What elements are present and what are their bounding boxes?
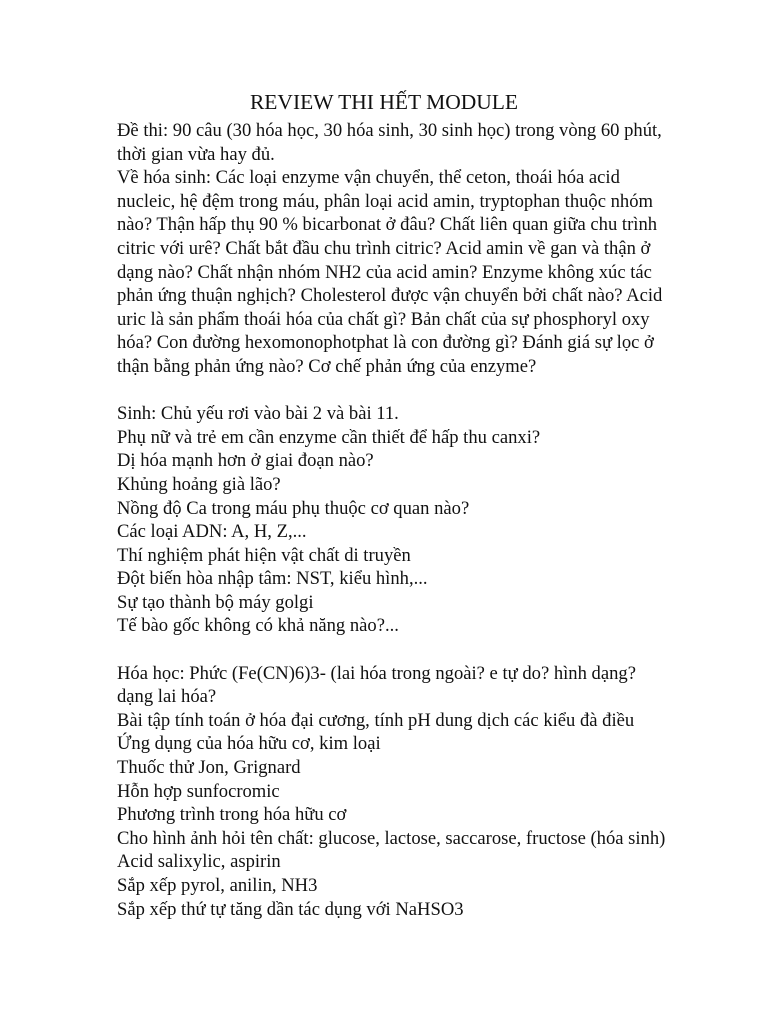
text-line: Phương trình trong hóa hữu cơ <box>117 804 347 826</box>
intro-section <box>117 119 677 379</box>
paragraph-gap <box>117 379 677 403</box>
text-line: Hóa học: Phức (Fe(CN)6)3- (lai hóa trong ngoài? e tự do? hình dạng? <box>117 662 636 684</box>
text-line: Cho hình ảnh hỏi tên chất: glucose, lactose, saccarose, fructose (hóa sinh) <box>117 827 666 849</box>
text-line: Về hóa sinh: Các loại enzyme vận chuyển, thể ceton, thoái hóa acid <box>117 167 620 189</box>
text-line: Đề thi: 90 câu (30 hóa học, 30 hóa sinh, 30 sinh học) trong vòng 60 phút, <box>117 120 662 141</box>
text-line: thời gian vừa hay đủ. <box>117 143 275 165</box>
text-line: Các loại ADN: A, H, Z,... <box>117 521 307 543</box>
text-line: uric là sản phẩm thoái hóa của chất gì? Bản chất của sự phosphoryl oxy <box>117 308 650 330</box>
paragraph-gap <box>117 638 677 662</box>
text-line: Nồng độ Ca trong máu phụ thuộc cơ quan nào? <box>117 497 470 519</box>
chemistry-section <box>117 662 677 922</box>
text-line: Khủng hoảng già lão? <box>117 473 281 495</box>
page-title: REVIEW THI HẾT MODULE <box>249 90 519 114</box>
text-line: thận bằng phản ứng nào? Cơ chế phản ứng của enzyme? <box>117 355 537 377</box>
text-line: Thuốc thử Jon, Grignard <box>117 757 301 779</box>
text-line: nào? Thận hấp thụ 90 % bicarbonat ở đâu? Chất liên quan giữa chu trình <box>117 214 658 236</box>
text-line: Thí nghiệm phát hiện vật chất di truyền <box>117 544 411 566</box>
text-line: Ứng dụng của hóa hữu cơ, kim loại <box>117 733 381 755</box>
text-line: Đột biến hòa nhập tâm: NST, kiểu hình,... <box>117 568 428 590</box>
text-line: Dị hóa mạnh hơn ở giai đoạn nào? <box>117 450 374 472</box>
text-line: Acid salixylic, aspirin <box>117 851 281 873</box>
text-line: dạng nào? Chất nhận nhóm NH2 của acid amin? Enzyme không xúc tác <box>117 261 652 283</box>
text-line: Sắp xếp pyrol, anilin, NH3 <box>117 875 318 896</box>
text-line: Hỗn hợp sunfocromic <box>117 780 280 802</box>
text-line: Phụ nữ và trẻ em cần enzyme cần thiết để hấp thu canxi? <box>117 426 541 448</box>
text-line: citric với urê? Chất bắt đầu chu trình citric? Acid amin về gan và thận ở <box>117 237 651 259</box>
text-line: Sự tạo thành bộ máy golgi <box>117 591 314 613</box>
text-line: Sắp xếp thứ tự tăng dần tác dụng với NaHSO3 <box>117 898 464 920</box>
text-line: Tế bào gốc không có khả năng nào?... <box>117 615 399 637</box>
document-body <box>117 119 677 921</box>
text-line: hóa? Con đường hexomonophotphat là con đường gì? Đánh giá sự lọc ở <box>117 332 654 354</box>
text-line: Sinh: Chủ yếu rơi vào bài 2 và bài 11. <box>117 403 399 425</box>
text-line: nucleic, hệ đệm trong máu, phân loại acid amin, tryptophan thuộc nhóm <box>117 190 653 212</box>
text-line: phản ứng thuận nghịch? Cholesterol được vận chuyển bởi chất nào? Acid <box>117 285 663 307</box>
biology-section <box>117 402 677 638</box>
text-line: Bài tập tính toán ở hóa đại cương, tính pH dung dịch các kiểu đà điều <box>117 709 635 731</box>
text-line: dạng lai hóa? <box>117 686 217 708</box>
